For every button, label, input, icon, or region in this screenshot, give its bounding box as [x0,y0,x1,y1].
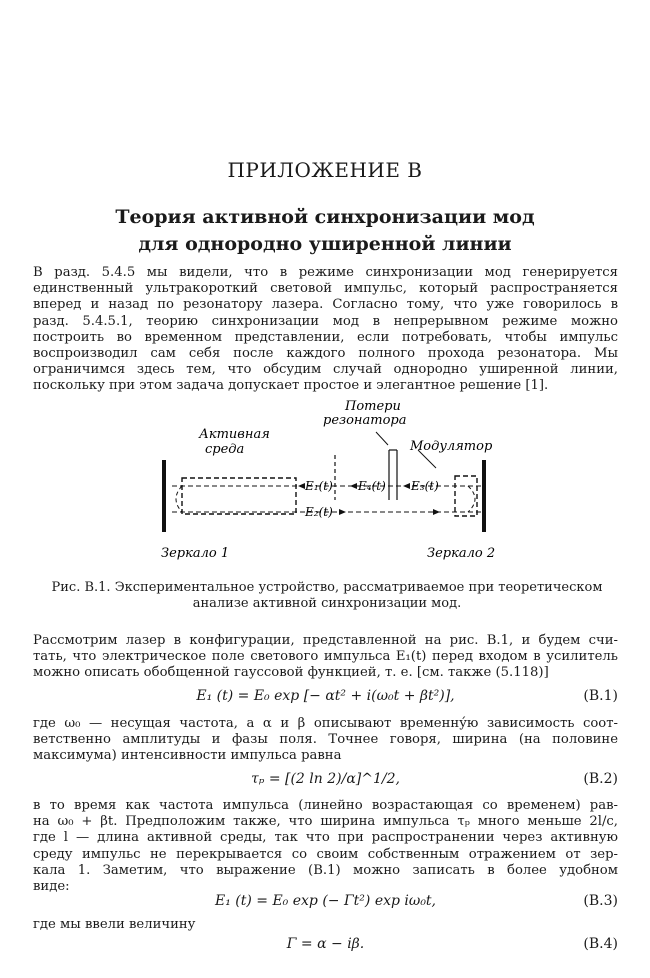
equation-number: (В.2) [583,771,618,787]
text-line: разд. 5.4.5.1, теорию синхронизации мод в непрерывном режиме можно [33,313,618,329]
text-line: воспроизводил сам себя после каждого полного прохода резонатора. Мы [33,345,618,361]
text-line: кала 1. Заметим, что выражение (В.1) можно записать в более удобном [33,862,618,878]
appendix-title: ПРИЛОЖЕНИЕ В [227,158,423,182]
label-e4: E₄(t) [358,479,386,493]
paragraph-3 [33,716,618,765]
equation-formula: E₁ (t) = E₀ exp (− Γt²) exp iω₀t, [214,893,437,909]
label-e3: E₃(t) [411,479,439,493]
return-right [468,486,475,512]
text-line: на ω₀ + βt. Предположим также, что ширина импульса τₚ много меньше 2l/c, [33,814,618,830]
text-line: единственный ультракороткий световой импульс, который распространяется [33,281,618,297]
text-line: где l — длина активной среды, так что при распространении через активную [33,830,618,846]
equation-formula: E₁ (t) = E₀ exp [− αt² + i(ω₀t + βt²)], [196,688,455,704]
text-line: Рассмотрим лазер в конфигурации, представленной на рис. В.1, и будем счи- [33,633,618,648]
text-line: построить во временном представлении, если потребовать, чтобы импульс [33,329,618,345]
modulator-box [455,476,477,516]
arrow-e1 [298,483,305,489]
label-mirror-2: Зеркало 2 [427,546,496,561]
text-line: максимума) интенсивности импульса равна [33,748,342,764]
arrow-e4 [350,483,357,489]
text-line: тать, что электрическое поле светового импульса E₁(t) перед входом в усилитель [33,649,618,665]
figure-caption [38,580,616,612]
paragraph-5 [33,917,618,933]
paragraph-2 [33,633,618,682]
equation-number: (В.3) [583,893,618,909]
arrow-lower-right [433,509,440,515]
paragraph-4 [33,798,618,895]
intro-paragraph [33,265,618,395]
text-line: вперед и назад по резонатору лазера. Согласно тому, что уже говорилось в [33,297,618,313]
text-line: виде: [33,878,70,894]
arrow-e3 [403,483,410,489]
equation-number: (В.1) [583,688,618,704]
text-line: ограничимся здесь тем, что обсудим случай однородно уширенной линии, [33,362,618,378]
text-line: ветственно амплитуды и фазы поля. Точнее говоря, ширина (на половине [33,732,618,748]
equation-b1 [33,688,618,706]
return-left [176,486,182,512]
label-e1: E₁(t) [305,479,333,493]
text-line: В разд. 5.4.5 мы видели, что в режиме синхронизации мод генерируется [33,265,618,280]
label-medium-1: Активная [199,427,270,442]
caption-line2: анализе активной синхронизации мод. [192,596,462,611]
label-modulator: Модулятор [410,439,493,454]
label-losses-1: Потери [345,399,401,414]
losses-leader [376,432,388,445]
active-medium-box [182,478,296,514]
equation-formula: τₚ = [(2 ln 2)/α]^1/2, [251,771,400,787]
text-line: где ω₀ — несущая частота, а α и β описывают временну́ю зависимость соот- [33,716,618,731]
equation-number: (В.4) [583,936,618,952]
laser-setup-figure [0,390,650,575]
chapter-title-line2: для однородно уширенной линии [138,233,512,255]
equation-formula: Γ = α − iβ. [286,936,365,952]
text-line: в то время как частота импульса (линейно возрастающая со временем) рав- [33,798,618,813]
label-mirror-1: Зеркало 1 [161,546,230,561]
equation-b4 [33,936,618,954]
text-line: поскольку при этом задача допускает простое и элегантное решение [1]. [33,378,549,394]
text-line: где мы ввели величину [33,917,196,932]
chapter-title-line1: Теория активной синхронизации мод [115,206,535,228]
label-medium-2: среда [205,442,245,457]
caption-line1: Рис. В.1. Экспериментальное устройство, рассматриваемое при теоретическом [51,580,603,595]
text-line: среду импульс не перекрывается со своим собственным отражением от зер- [33,846,618,862]
label-losses-2: резонатора [323,413,407,428]
equation-b2 [33,771,618,789]
chapter-title [0,204,650,258]
equation-b3 [33,893,618,911]
text-line: можно описать обобщенной гауссовой функцией, т. е. [см. также (5.118)] [33,665,549,681]
label-e2: E₂(t) [305,505,333,519]
arrow-e2 [339,509,346,515]
